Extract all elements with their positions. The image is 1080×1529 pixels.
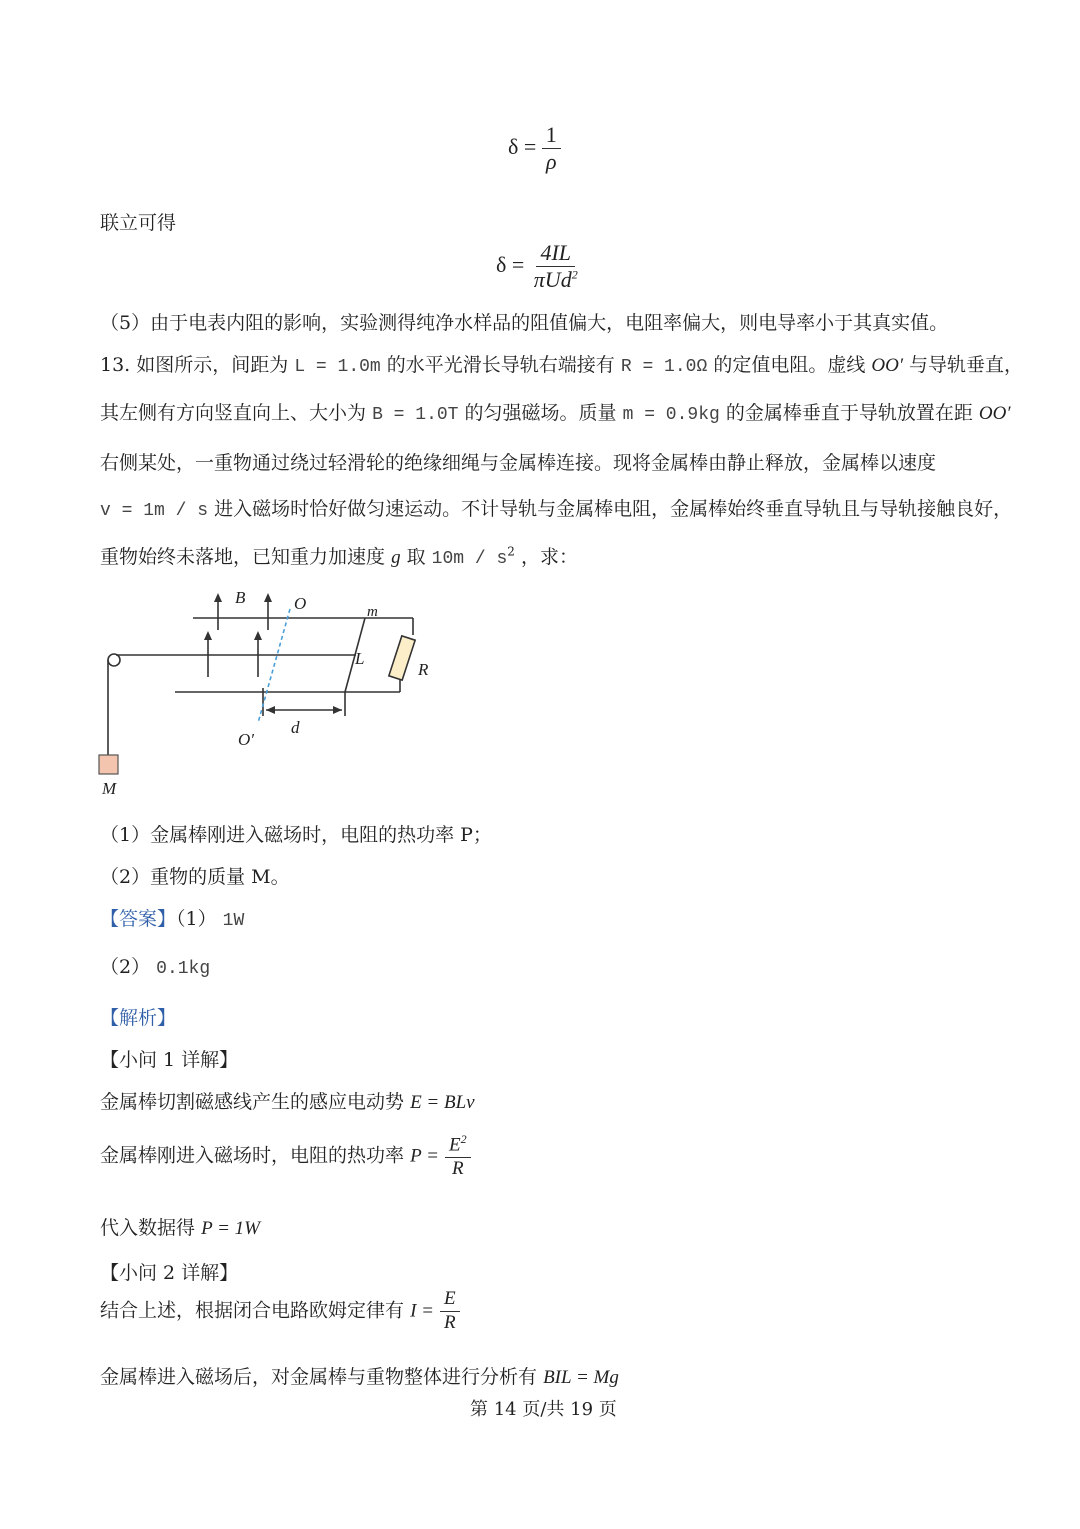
label-m: m (367, 604, 378, 620)
q13-line4 (100, 494, 1012, 521)
q13-l5a: 重物始终未落地，已知重力加速度 (100, 546, 386, 568)
answer-tag: 【答案】 (100, 908, 177, 930)
equation-delta-result (496, 240, 582, 294)
q13-line5 (100, 542, 578, 569)
label-R: R (418, 660, 429, 679)
d1-l3-eq: P = 1W (201, 1218, 260, 1239)
label-M: M (102, 779, 117, 798)
d1-l2-num (445, 1132, 471, 1158)
q13-l1-L: L = 1.0m (294, 357, 381, 377)
d1-l3-text: 代入数据得 (100, 1217, 196, 1239)
equation-delta-rho (508, 122, 561, 176)
d1-l2-num-sup: 2 (460, 1132, 467, 1146)
q13-line3: 右侧某处，一重物通过绕过轻滑轮的绝缘细绳与金属棒连接。现将金属棒由静止释放，金属棒以速度 (100, 452, 937, 474)
d2-l1-den: R (444, 1311, 456, 1333)
answer-1-value: 1W (222, 911, 245, 931)
eq2-den-sup: 2 (571, 268, 578, 283)
circuit-figure (90, 585, 450, 805)
q13-l2-m: m = 0.9kg (622, 405, 720, 425)
text-lianli: 联立可得 (100, 212, 177, 234)
eq1-num: 1 (542, 122, 561, 149)
q13-l1d: 与导轨垂直， (909, 354, 1024, 376)
label-O-prime: O′ (238, 730, 254, 749)
analysis-tag: 【解析】 (100, 1007, 177, 1029)
d1-l1-text: 金属棒切割磁感线产生的感应电动势 (100, 1091, 405, 1113)
detail-1-line-2 (100, 1132, 471, 1181)
q13-l2b: 的匀强磁场。质量 (464, 402, 617, 424)
q13-l5-val: 10m / s (431, 549, 508, 569)
q13-l2-B: B = 1.0T (372, 405, 459, 425)
eq2-lhs: δ = (496, 251, 525, 277)
d1-l2-lhs: P = (410, 1145, 439, 1167)
arrow-head (266, 706, 275, 714)
q13-l2a: 其左侧有方向竖直向上、大小为 (100, 402, 367, 424)
detail-2-line-2 (100, 1362, 619, 1389)
q13-l5-sup: 2 (507, 544, 515, 559)
arrow-head (254, 631, 262, 640)
detail-1-line-3 (100, 1213, 260, 1240)
page-footer: 第 14 页/共 19 页 (470, 1399, 617, 1420)
d1-l1-eq: E = BLv (410, 1092, 475, 1113)
eq1-lhs: δ = (508, 133, 537, 159)
label-B: B (235, 588, 246, 607)
eq1-den: ρ (546, 149, 557, 175)
d2-l1-num: E (440, 1288, 460, 1312)
answer-line-2 (100, 952, 210, 979)
pulley (108, 654, 120, 666)
q13-l1-OO: OO′ (871, 355, 903, 376)
arrow-head (264, 593, 272, 602)
answer-1-prefix: （1） (176, 908, 217, 930)
item-5: （5）由于电表内阻的影响，实验测得纯净水样品的阻值偏大，电阻率偏大，则电导率小于其真实值。 (100, 312, 949, 334)
sub-question-2: （2）重物的质量 M。 (100, 866, 290, 888)
eq2-fraction (530, 240, 582, 294)
d1-l2-text: 金属棒刚进入磁场时，电阻的热功率 (100, 1144, 405, 1167)
arrow-head (204, 631, 212, 640)
q13-l1c: 的定值电阻。虚线 (713, 354, 866, 376)
arrow-head (333, 706, 342, 714)
label-d: d (291, 718, 300, 737)
q13-l2-OO: OO′ (978, 403, 1011, 424)
d1-l2-num-text: E (448, 1134, 461, 1156)
answer-2-prefix: （2） (100, 956, 151, 978)
q13-l5c: ，求： (520, 546, 578, 568)
detail-1-line-1 (100, 1087, 475, 1114)
eq2-den-text: πUd (533, 267, 572, 293)
eq2-den (530, 267, 582, 293)
eq2-num: 4IL (536, 240, 575, 267)
q13-l1a: 13. 如图所示，间距为 (100, 354, 289, 376)
mass-M (99, 755, 118, 774)
answer-2-value: 0.1kg (156, 959, 211, 979)
q13-l1b: 的水平光滑长导轨右端接有 (386, 354, 615, 376)
q13-l4: 进入磁场时恰好做匀速运动。不计导轨与金属棒电阻，金属棒始终垂直导轨且与导轨接触良好， (214, 498, 1013, 520)
detail-2-tag: 【小问 2 详解】 (100, 1262, 239, 1284)
q13-l1-R: R = 1.0Ω (620, 357, 708, 377)
label-O: O (294, 594, 307, 613)
q13-l2c: 的金属棒垂直于导轨放置在距 (725, 402, 973, 424)
label-L: L (355, 649, 365, 668)
q13-l5-g: g (391, 547, 401, 568)
d2-l1-text: 结合上述，根据闭合电路欧姆定律有 (100, 1299, 405, 1322)
arrow-head (214, 593, 222, 602)
q13-line1 (100, 350, 1023, 377)
q13-line2 (100, 398, 1011, 425)
answer-line-1 (100, 904, 244, 931)
q13-l4-v: v = 1m / s (100, 501, 209, 521)
sub-question-1: （1）金属棒刚进入磁场时，电阻的热功率 P； (100, 824, 492, 846)
resistor-R (389, 636, 415, 680)
q13-l5b: 取 (406, 546, 426, 568)
boundary-oo-dashed (258, 609, 290, 723)
d1-l2-den: R (451, 1158, 464, 1180)
eq1-fraction (542, 122, 561, 176)
d2-l1-lhs: I = (410, 1300, 434, 1322)
d2-l2-eq: BIL = Mg (543, 1367, 619, 1388)
detail-1-tag: 【小问 1 详解】 (100, 1049, 239, 1071)
arrow-heads (204, 593, 342, 714)
d2-l1-fraction (440, 1288, 460, 1335)
detail-2-line-1 (100, 1288, 460, 1335)
d2-l2-text: 金属棒进入磁场后，对金属棒与重物整体进行分析有 (100, 1366, 538, 1388)
d1-l2-fraction (445, 1132, 471, 1181)
